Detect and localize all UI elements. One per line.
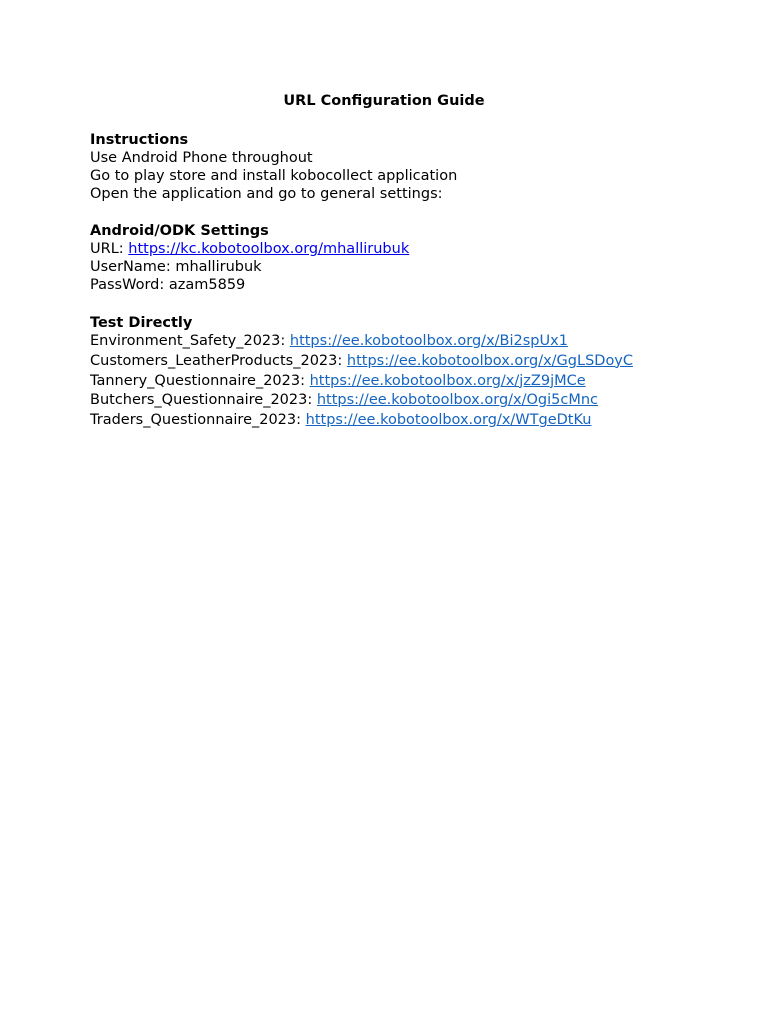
form-label: Traders_Questionnaire_2023: [90, 412, 306, 429]
test-link-row [90, 332, 750, 352]
instructions-heading: Instructions [90, 132, 189, 148]
instructions-section [90, 131, 750, 203]
test-link-row [90, 411, 750, 431]
instruction-line: Go to play store and install kobocollect application [90, 168, 458, 184]
form-link[interactable]: https://ee.kobotoolbox.org/x/jzZ9jMCe [309, 372, 586, 389]
form-link[interactable]: https://ee.kobotoolbox.org/x/Bi2spUx1 [289, 333, 568, 349]
username-row [90, 258, 750, 276]
test-link-row [90, 372, 750, 392]
settings-heading: Android/ODK Settings [90, 223, 269, 239]
test-link-row [90, 352, 750, 372]
settings-section [90, 222, 750, 294]
test-section [90, 314, 750, 431]
url-label: URL: [90, 241, 129, 257]
username-label: UserName: [90, 259, 176, 275]
instruction-line: Use Android Phone throughout [90, 150, 313, 166]
form-link[interactable]: https://ee.kobotoolbox.org/x/WTgeDtKu [305, 412, 592, 429]
document-title: URL Configuration Guide [283, 93, 485, 109]
test-heading: Test Directly [90, 315, 193, 331]
form-label: Customers_LeatherProducts_2023: [90, 352, 347, 369]
server-url-link[interactable]: https://kc.kobotoolbox.org/mhallirubuk [128, 241, 410, 257]
username-value: mhallirubuk [175, 259, 262, 275]
form-label: Environment_Safety_2023: [90, 333, 290, 349]
form-link[interactable]: https://ee.kobotoolbox.org/x/Ogi5cMnc [316, 392, 599, 409]
password-label: PassWord: [90, 277, 169, 293]
form-link[interactable]: https://ee.kobotoolbox.org/x/GgLSDoyC [346, 352, 634, 369]
password-value: azam5859 [168, 277, 246, 293]
form-label: Butchers_Questionnaire_2023: [90, 392, 317, 409]
test-link-row [90, 391, 750, 411]
url-row [90, 240, 750, 258]
instruction-line: Open the application and go to general settings: [90, 186, 443, 202]
password-row [90, 276, 750, 294]
form-label: Tannery_Questionnaire_2023: [90, 372, 310, 389]
